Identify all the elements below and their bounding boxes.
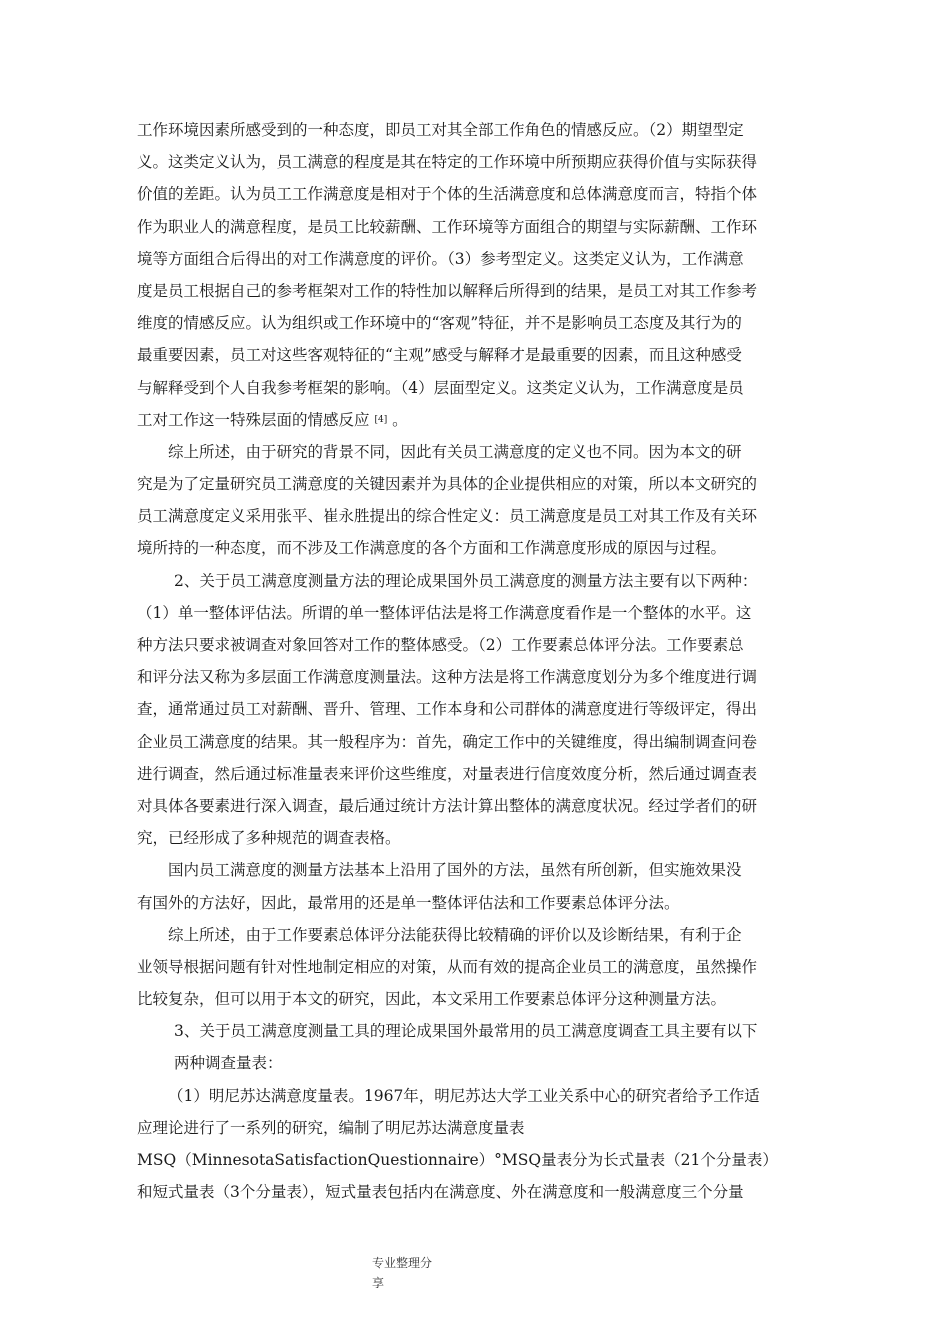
paragraph-line: 企业员工满意度的结果。其一般程序为：首先，确定工作中的关键维度，得出编制调查问卷 [137,732,758,751]
paragraph-line: 比较复杂，但可以用于本文的研究，因此，本文采用工作要素总体评分这种测量方法。 [137,990,727,1009]
text-line: 度是员工根据自己的参考框架对工作的特性加以解释后所得到的结果，是员工对其工作参考 [137,281,758,300]
paragraph-line: 综上所述，由于工作要素总体评分法能获得比较精确的评价以及诊断结果，有利于企 [168,925,742,944]
text-line: 工作环境因素所感受到的一种态度，即员工对其全部工作角色的情感反应。（2）期望型定 [137,121,744,139]
text-line: 最重要因素，员工对这些客观特征的“主观”感受与解释才是最重要的因素，而且这种感受 [137,346,742,365]
text-line-with-citation [137,404,823,436]
paragraph-line: （1）单一整体评估法。所谓的单一整体评估法是将工作满意度看作是一个整体的水平。这 [137,603,752,622]
footer-line: 享 [372,1276,385,1290]
paragraph-line: 综上所述，由于研究的背景不同，因此有关员工满意度的定义也不同。因为本文的研 [168,442,742,461]
text-segment: 工对工作这一特殊层面的情感反应 [137,410,370,429]
paragraph-line: 国内员工满意度的测量方法基本上沿用了国外的方法，虽然有所创新，但实施效果没 [168,861,742,880]
text-line: 义。这类定义认为，员工满意的程度是其在特定的工作环境中所预期应获得价值与实际获得 [137,153,758,172]
paragraph-line: 和评分法又称为多层面工作满意度测量法。这种方法是将工作满意度划分为多个维度进行调 [137,668,758,687]
paragraph-line: 种方法只要求被调查对象回答对工作的整体感受。（2）工作要素总体评分法。工作要素总 [137,636,744,654]
paragraph-line: （1）明尼苏达满意度量表。1967年，明尼苏达大学工业关系中心的研究者给予工作适 [168,1086,760,1105]
section-heading-line: 2、关于员工满意度测量方法的理论成果国外员工满意度的测量方法主要有以下两种： [174,571,758,590]
section-heading-line: 两种调查量表： [174,1054,283,1073]
text-line: 维度的情感反应。认为组织或工作环境中的“客观”特征，并不是影响员工态度及其行为的 [137,314,742,333]
text-line: 价值的差距。认为员工工作满意度是相对于个体的生活满意度和总体满意度而言，特指个体 [137,185,758,204]
paragraph-line: 究，已经形成了多种规范的调查表格。 [137,829,401,848]
text-line: 作为职业人的满意程度，是员工比较薪酬、工作环境等方面组合的期望与实际薪酬、工作环 [137,217,758,236]
paragraph-line: 究是为了定量研究员工满意度的关键因素并为具体的企业提供相应的对策，所以本文研究的 [137,475,758,494]
text-line: 境等方面组合后得出的对工作满意度的评价。（3）参考型定义。这类定义认为，工作满意 [137,249,744,268]
footer-line: 专业整理分 [372,1256,433,1270]
body-text [137,114,823,1208]
paragraph-line: MSQ（MinnesotaSatisfactionQuestionnaire）°MSQ量表分为长式量表（21个分量表） [137,1151,778,1169]
paragraph-line: 查，通常通过员工对薪酬、晋升、管理、工作本身和公司群体的满意度进行等级评定，得出 [137,700,758,719]
page-footer [372,1253,462,1293]
text-line: 与解释受到个人自我参考框架的影响。（4）层面型定义。这类定义认为，工作满意度是员 [137,378,744,397]
citation-ref: [4] [374,414,388,425]
paragraph-line: 业领导根据问题有针对性地制定相应的对策，从而有效的提高企业员工的满意度，虽然操作 [137,957,758,976]
paragraph-line: 应理论进行了一系列的研究，编制了明尼苏达满意度量表 [137,1118,525,1137]
paragraph-line: 和短式量表（3个分量表），短式量表包括内在满意度、外在满意度和一般满意度三个分量 [137,1183,744,1202]
paragraph-line: 进行调查，然后通过标准量表来评价这些维度，对量表进行信度效度分析，然后通过调查表 [137,764,758,783]
paragraph-line: 员工满意度定义采用张平、崔永胜提出的综合性定义：员工满意度是员工对其工作及有关环 [137,507,758,526]
paragraph-line: 有国外的方法好，因此，最常用的还是单一整体评估法和工作要素总体评分法。 [137,893,680,912]
paragraph-line: 境所持的一种态度，而不涉及工作满意度的各个方面和工作满意度形成的原因与过程。 [137,539,727,558]
paragraph-line: 对具体各要素进行深入调查，最后通过统计方法计算出整体的满意度状况。经过学者们的研 [137,796,758,815]
text-segment: 。 [392,410,408,429]
section-heading-line: 3、关于员工满意度测量工具的理论成果国外最常用的员工满意度调查工具主要有以下 [174,1022,758,1041]
